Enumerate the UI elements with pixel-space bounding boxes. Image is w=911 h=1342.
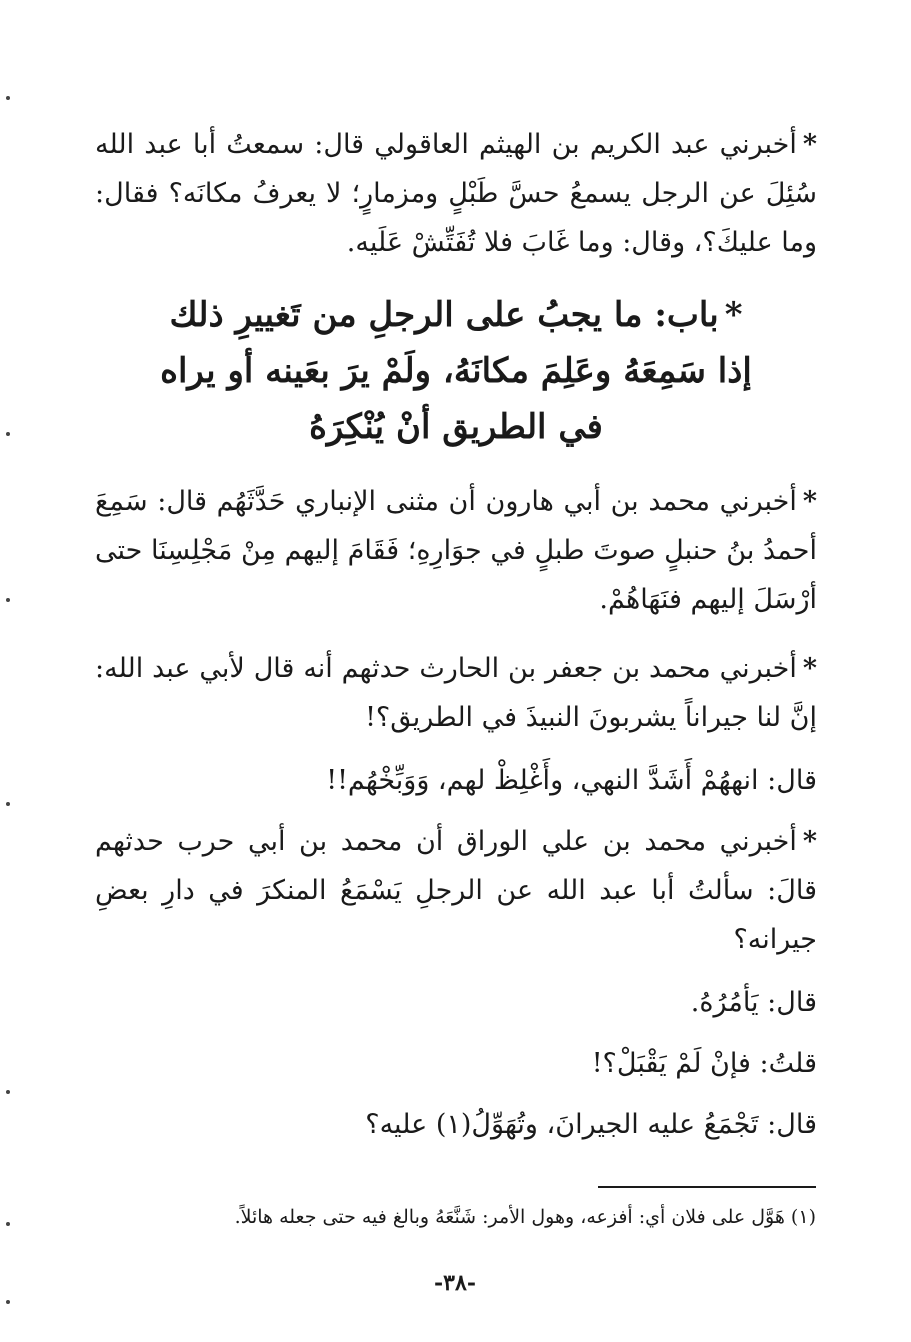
heading-line-1: *باب: ما يجبُ على الرجلِ من تَغييرِ ذلك	[169, 295, 743, 335]
scan-edge-mark	[6, 1300, 10, 1304]
heading-asterisk: *	[724, 295, 743, 335]
scan-edge-mark	[6, 96, 10, 100]
answer-line: قال: انههُمْ أَشَدَّ النهي، وأَغْلِظْ لهم، وَوَبِّخْهُم!!	[326, 765, 817, 796]
scan-edge-mark	[6, 432, 10, 436]
paragraph-text: أخبرني محمد بن علي الوراق أن محمد بن أبي حرب حدثهم قالَ: سألتُ أبا عبد الله عن الرجلِ يَسْمَعُ المنكرَ في دارِ بعضِ جيرانه؟	[95, 826, 817, 955]
paragraph-text: أخبرني محمد بن أبي هارون أن مثنى الإنباري حَدَّثَهُم قال: سَمِعَ أحمدُ بنُ حنبلٍ صوتَ طبلٍ في جوَارِهِ؛ فَقَامَ إليهم مِنْ مَجْلِسِنَا حتى أرْسَلَ إليهم فنَهَاهُمْ.	[95, 486, 817, 615]
dialogue-line-1: قال: يَأمُرُهُ.	[690, 987, 817, 1018]
scan-edge-mark	[6, 1090, 10, 1094]
footnote: (١) هَوَّل على فلان أي: أفزعه، وهول الأمر: شَنَّعَهُ وبالغ فيه حتى جعله هائلاً.	[234, 1206, 816, 1228]
paragraph-3	[95, 644, 817, 742]
page-body	[95, 120, 817, 1161]
scan-edge-mark	[6, 598, 10, 602]
paragraph-2	[95, 477, 817, 624]
asterisk-marker: *	[802, 486, 817, 517]
paragraph-text: أخبرني عبد الكريم بن الهيثم العاقولي قال: سمعتُ أبا عبد الله سُئِلَ عن الرجل يسمعُ حسَّ طَبْلٍ ومزمارٍ؛ لا يعرفُ مكانَه؟ فقال: وما عليكَ؟، وقال: وما غَابَ فلا تُفَتِّشْ عَلَيه.	[95, 129, 817, 258]
dialogue-line-2: قلتُ: فإنْ لَمْ يَقْبَلْ؟!	[591, 1048, 817, 1079]
paragraph-4	[95, 817, 817, 964]
asterisk-marker: *	[802, 653, 817, 684]
footnote-divider	[598, 1186, 816, 1188]
dialogue-line-3: قال: تَجْمَعُ عليه الجيرانَ، وتُهَوِّلُ(١) عليه؟	[365, 1109, 817, 1140]
heading-line-2: إذا سَمِعَهُ وعَلِمَ مكانَهُ، ولَمْ يرَ بعَينه أو يراه	[160, 351, 752, 391]
page-number: -٣٨-	[434, 1270, 476, 1296]
paragraph-text: أخبرني محمد بن جعفر بن الحارث حدثهم أنه قال لأبي عبد الله: إنَّ لنا جيراناً يشربونَ النبيذَ في الطريق؟!	[95, 653, 817, 733]
paragraph-1	[95, 120, 817, 267]
chapter-heading	[95, 287, 817, 455]
scan-edge-mark	[6, 1222, 10, 1226]
asterisk-marker: *	[802, 826, 817, 857]
scan-edge-mark	[6, 802, 10, 806]
heading-line-3: في الطريق أنْ يُنْكِرَهُ	[309, 407, 603, 447]
asterisk-marker: *	[802, 129, 817, 160]
